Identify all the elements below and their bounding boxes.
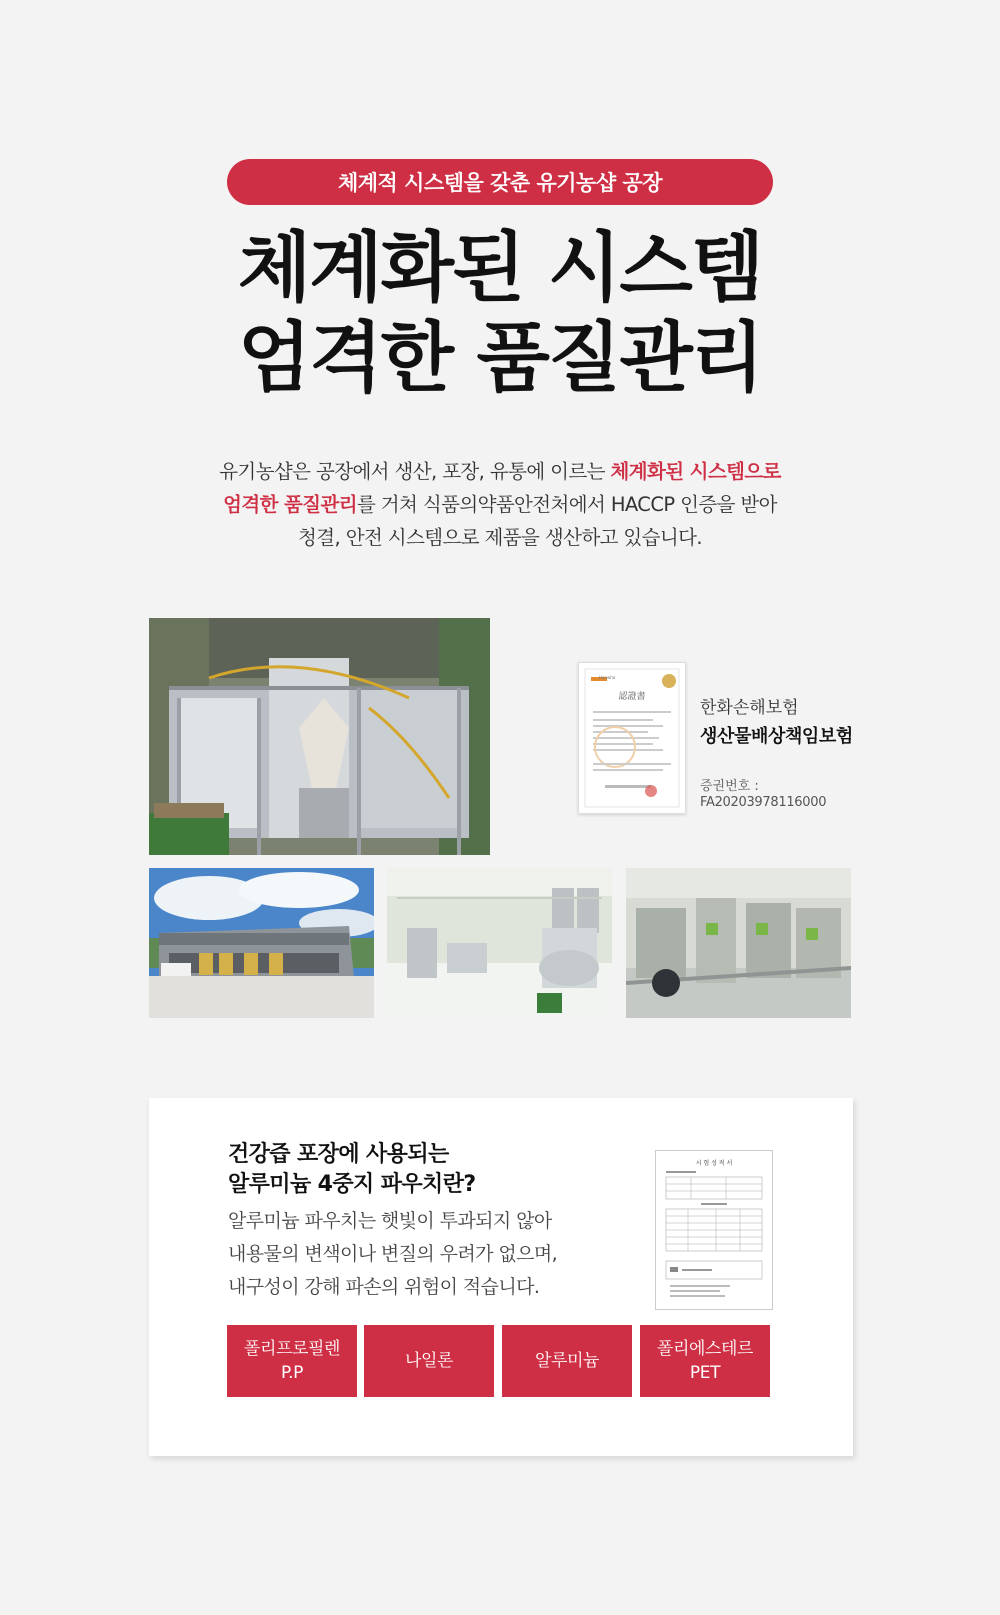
material-polypropylene bbox=[227, 1325, 357, 1397]
factory-exterior-photo bbox=[149, 868, 374, 1018]
pouch-body-line-2: 내용물의 변색이나 변질의 우려가 없으며, bbox=[228, 1243, 558, 1265]
pouch-title bbox=[228, 1140, 476, 1200]
test-report-title: 시 험 성 적 서 bbox=[695, 1160, 733, 1167]
production-line-photo bbox=[626, 868, 851, 1018]
insurance-product: 생산물배상책임보험 bbox=[700, 726, 853, 747]
material-name: 나일론 bbox=[404, 1351, 454, 1371]
pouch-body-line-1: 알루미늄 파우치는 햇빛이 투과되지 않아 bbox=[228, 1210, 552, 1232]
tank-room-photo bbox=[387, 868, 612, 1018]
intro-line-2 bbox=[0, 488, 1000, 521]
intro-paragraph bbox=[0, 455, 1000, 554]
insurer-name: 한화손해보험 bbox=[700, 698, 799, 718]
certificate-title: 認證書 bbox=[618, 692, 646, 702]
intro-line-1 bbox=[0, 455, 1000, 488]
pouch-title-line-2: 알루미늄 4중지 파우치란? bbox=[228, 1172, 476, 1197]
material-nylon bbox=[364, 1325, 494, 1397]
pouch-title-line-1: 건강즙 포장에 사용되는 bbox=[228, 1142, 449, 1167]
intro-text: 를 거쳐 식품의약품안전처에서 HACCP 인증을 받아 bbox=[356, 493, 777, 516]
pouch-body-line-3: 내구성이 강해 파손의 위험이 적습니다. bbox=[228, 1276, 540, 1298]
policy-number: FA20203978116000 bbox=[700, 795, 827, 810]
material-abbr: PET bbox=[689, 1363, 721, 1383]
certificate-logo: Hanwha bbox=[599, 675, 616, 680]
section-badge: 체계적 시스템을 갖춘 유기농샵 공장 bbox=[227, 159, 773, 205]
packaging-machine-photo bbox=[149, 618, 490, 855]
material-name: 폴리프로필렌 bbox=[243, 1339, 341, 1359]
headline-line-2: 엄격한 품질관리 bbox=[237, 313, 763, 402]
material-name: 알루미늄 bbox=[534, 1351, 600, 1371]
intro-text: 유기농샵은 공장에서 생산, 포장, 유통에 이르는 bbox=[219, 460, 611, 483]
material-name: 폴리에스테르 bbox=[656, 1339, 754, 1359]
policy-number-label: 증권번호 : bbox=[700, 779, 759, 794]
pouch-description bbox=[228, 1205, 557, 1304]
intro-highlight: 엄격한 품질관리 bbox=[223, 493, 357, 516]
headline-line-1: 체계화된 시스템 bbox=[237, 223, 763, 312]
intro-line-3: 청결, 안전 시스템으로 제품을 생산하고 있습니다. bbox=[298, 526, 702, 549]
intro-highlight: 체계화된 시스템으로 bbox=[610, 460, 781, 483]
material-polyester bbox=[640, 1325, 770, 1397]
test-report-image bbox=[655, 1150, 773, 1310]
material-aluminum bbox=[502, 1325, 632, 1397]
material-abbr: P.P bbox=[280, 1363, 304, 1383]
insurance-certificate-image bbox=[578, 662, 686, 814]
